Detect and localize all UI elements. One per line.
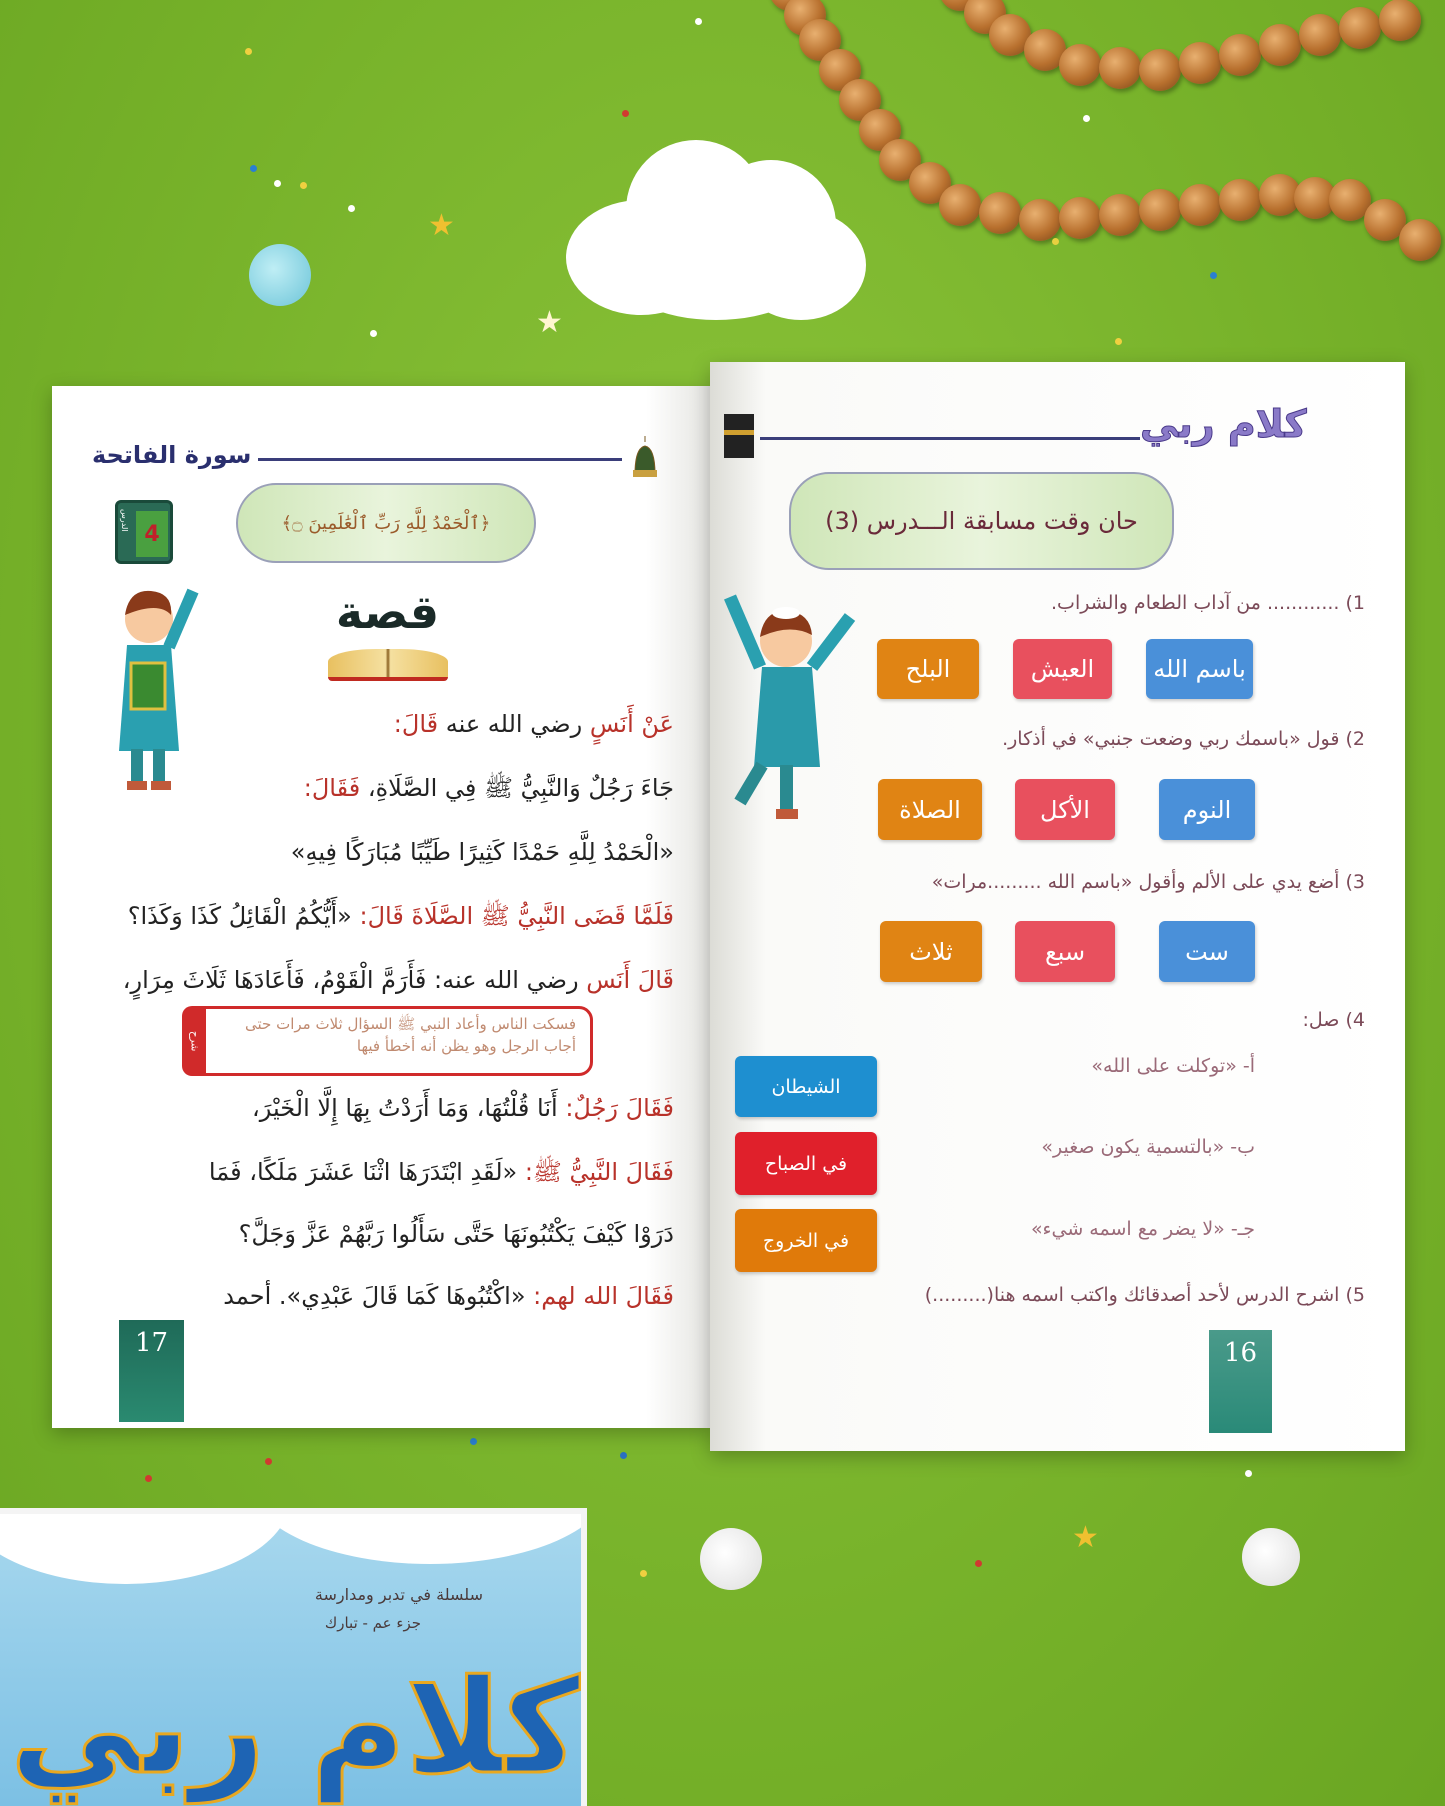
sprinkle (1052, 238, 1059, 245)
series-logo: كلام ربي (1140, 402, 1307, 446)
bead (1099, 47, 1141, 89)
story-line (304, 770, 674, 806)
bead (1379, 0, 1421, 41)
sprinkle (300, 182, 307, 189)
story-line (123, 962, 674, 998)
match-item-c: جـ- «لا يضر مع اسمه شيء» (1030, 1218, 1255, 1240)
sprinkle (1210, 272, 1217, 279)
story-line-segment: رضي الله عنه (438, 710, 590, 738)
q1-option-1[interactable]: باسم الله (1146, 639, 1253, 699)
bead (1179, 42, 1221, 84)
sprinkle (1115, 338, 1122, 345)
story-line-segment: «أَيُّكُمُ الْقَائِلُ كَذَا وَكَذَا؟ (127, 902, 360, 930)
sprinkle (975, 1560, 982, 1567)
book-cover (0, 1508, 587, 1806)
story-line (394, 706, 674, 742)
title-bubble (789, 472, 1174, 570)
match-item-a: أ- «توكلت على الله» (1091, 1055, 1255, 1077)
q1-option-3[interactable]: البلح (877, 639, 979, 699)
white-pompom (700, 1528, 762, 1590)
match-item-b: ب- «بالتسمية يكون صغير» (1041, 1136, 1255, 1158)
q1-option-2[interactable]: العيش (1013, 639, 1112, 699)
sprinkle (274, 180, 281, 187)
bead (1219, 34, 1261, 76)
bead (939, 184, 981, 226)
bead (1059, 44, 1101, 86)
story-line-segment: جَاءَ رَجُلٌ وَالنَّبِيُّ ﷺ فِي الصَّلَاةِ، (360, 774, 674, 802)
lesson-number: 4 (136, 511, 168, 557)
header-divider (760, 437, 1140, 440)
story-line (128, 898, 674, 934)
lesson-label: الدرس (120, 509, 129, 532)
bead (1099, 194, 1141, 236)
quiz-title: حان وقت مسابقة الـــدرس (3) (825, 507, 1138, 535)
story-line-segment: «اكْتُبُوهَا كَمَا قَالَ عَبْدِي». أحمد (223, 1282, 534, 1310)
sprinkle (470, 1438, 477, 1445)
story-line-segment: فَقَالَ: (303, 774, 361, 802)
sprinkle (1083, 115, 1090, 122)
left-page (52, 386, 712, 1428)
bead (1339, 7, 1381, 49)
q2-option-3[interactable]: الصلاة (878, 779, 982, 840)
match-option-1[interactable]: الشيطان (735, 1056, 877, 1117)
sprinkle (695, 18, 702, 25)
story-line (239, 1216, 674, 1252)
sprinkle (348, 205, 355, 212)
kaaba-icon (724, 414, 754, 458)
sprinkle (145, 1475, 152, 1482)
open-book-icon (328, 649, 448, 681)
story-line-segment: «الْحَمْدُ لِلَّهِ حَمْدًا كَثِيرًا طَيِّبًا مُبَارَكًا فِيهِ» (290, 838, 674, 866)
q2-option-2[interactable]: الأكل (1015, 779, 1115, 840)
question-3: 3) أضع يدي على الألم وأقول «باسم الله .........مرات» (931, 871, 1365, 893)
bead (1139, 189, 1181, 231)
bead (1399, 219, 1441, 261)
bead (1059, 197, 1101, 239)
boy-with-quran-illustration (109, 581, 204, 794)
story-line-segment: فَقَالَ رَجُلٌ: (565, 1094, 674, 1122)
bead (1259, 24, 1301, 66)
bead (1299, 14, 1341, 56)
story-line-segment: «لَقَدِ ابْتَدَرَهَا اثْنَا عَشَرَ مَلَكًا، فَمَا (208, 1158, 525, 1186)
story-line (252, 1090, 674, 1126)
question-2: 2) قول «باسمك ربي وضعت جنبي» في أذكار. (1002, 728, 1365, 750)
story-title (310, 581, 465, 691)
sprinkle (622, 110, 629, 117)
sprinkle (1245, 1470, 1252, 1477)
cover-title-calligraphy: كلام ربي (10, 1651, 581, 1803)
match-option-2[interactable]: في الصباح (735, 1132, 877, 1195)
story-line (209, 1154, 674, 1190)
bead (1219, 179, 1261, 221)
right-page (710, 362, 1405, 1451)
story-line-segment: قَالَ أَنَس (586, 966, 674, 994)
story-line-segment: عَنْ أَنَسٍ (589, 710, 674, 738)
mosque-icon (630, 434, 660, 478)
story-line-segment: قَالَ: (393, 710, 439, 738)
story-line (291, 834, 674, 870)
q3-option-2[interactable]: سبع (1015, 921, 1115, 982)
story-line-segment: فَقَالَ النَّبِيُّ ﷺ: (524, 1158, 674, 1186)
story-line-segment: دَرَوْا كَيْفَ يَكْتُبُونَهَا حَتَّى سَأَلُوا رَبَّهُمْ عَزَّ وَجَلَّ؟ (238, 1220, 674, 1248)
cover-subtitle-1: سلسلة في تدبر ومدارسة (314, 1585, 483, 1604)
header-divider (258, 458, 622, 461)
verse-bubble (236, 483, 536, 563)
story-title-text: قصة (335, 585, 440, 639)
explanation-tag: شرح (182, 1006, 206, 1076)
sprinkle (245, 48, 252, 55)
story-line-segment: فَقَالَ الله لهم: (533, 1282, 674, 1310)
verse-text: ﴿ٱلْحَمْدُ لِلَّهِ رَبِّ ٱلْعَٰلَمِينَ ۝﴾ (281, 512, 491, 534)
star-decoration: ★ (428, 208, 455, 243)
cheering-boy-illustration (720, 587, 858, 829)
sprinkle (620, 1452, 627, 1459)
star-decoration: ★ (536, 305, 563, 340)
header-title: سورة الفاتحة (92, 441, 252, 469)
explanation-text: فسكت الناس وأعاد النبي ﷺ السؤال ثلاث مرات حتى أجاب الرجل وهو يظن أنه أخطأ فيها (245, 1015, 576, 1055)
lesson-badge (115, 500, 173, 564)
paper-cloud (566, 140, 866, 325)
q2-option-1[interactable]: النوم (1159, 779, 1255, 840)
page-number-17: 17 (119, 1320, 184, 1422)
question-5: 5) اشرح الدرس لأحد أصدقائك واكتب اسمه هنا(.........) (924, 1284, 1365, 1306)
question-1: 1) ............ من آداب الطعام والشراب. (1051, 592, 1365, 614)
story-line-segment: أَنَا قُلْتُهَا، وَمَا أَرَدْتُ بِهَا إِلَّا الْخَيْرَ، (252, 1094, 566, 1122)
sprinkle (640, 1570, 647, 1577)
bead (1139, 49, 1181, 91)
q3-option-1[interactable]: ست (1159, 921, 1255, 982)
q3-option-3[interactable]: ثلاث (880, 921, 982, 982)
sprinkle (370, 330, 377, 337)
bead (1179, 184, 1221, 226)
bead (979, 192, 1021, 234)
story-line (223, 1278, 674, 1314)
page-number-16: 16 (1209, 1330, 1272, 1433)
cover-subtitle-2: جزء عم - تبارك (324, 1614, 421, 1632)
blue-pompom (249, 244, 311, 306)
story-line-segment: رضي الله عنه: فَأَرَمَّ الْقَوْمُ، فَأَعَادَهَا ثَلَاثَ مِرَارٍ، (122, 966, 587, 994)
question-4: 4) صل: (1302, 1009, 1365, 1031)
story-line-segment: فَلَمَّا قَضَى النَّبِيُّ ﷺ الصَّلَاةَ قَالَ: (359, 902, 674, 930)
bead (1019, 199, 1061, 241)
sprinkle (265, 1458, 272, 1465)
sprinkle (250, 165, 257, 172)
match-option-3[interactable]: في الخروج (735, 1209, 877, 1272)
explanation-box (182, 1006, 593, 1076)
white-pompom (1242, 1528, 1300, 1586)
star-decoration: ★ (1072, 1520, 1099, 1555)
